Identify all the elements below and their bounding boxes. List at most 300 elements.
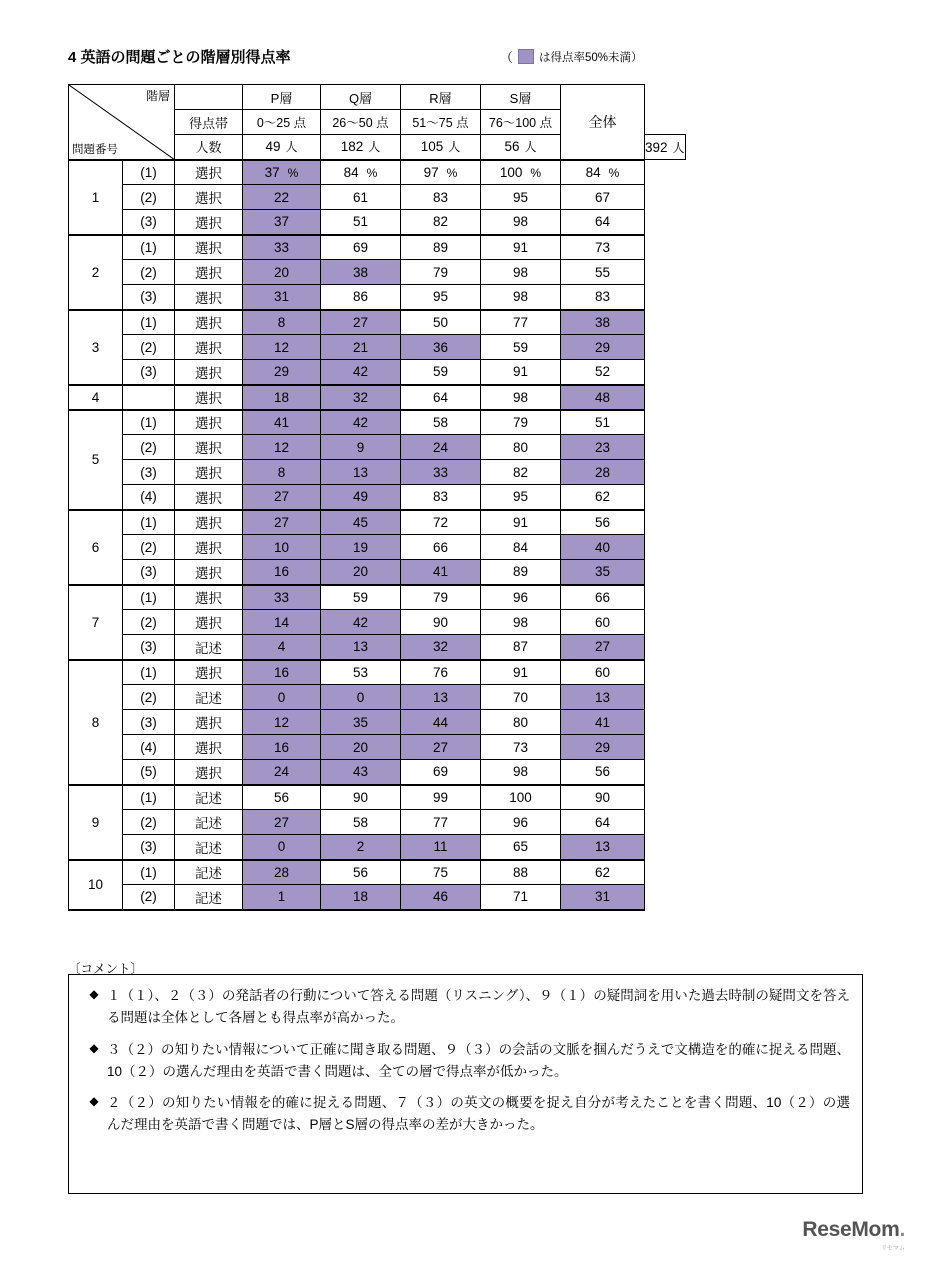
- score-value: 42: [352, 364, 369, 380]
- score-value: 37: [264, 164, 280, 180]
- table-row: [69, 160, 686, 185]
- percent-unit: %: [446, 165, 458, 180]
- score-cell-s: [481, 210, 561, 235]
- score-cell-s: [481, 785, 561, 810]
- table-row: [69, 810, 686, 835]
- score-value: 12: [273, 714, 290, 730]
- score-value: 16: [273, 664, 290, 680]
- score-value: 91: [512, 364, 529, 380]
- question-sub-number: (2): [123, 885, 175, 910]
- question-type: 選択: [175, 410, 243, 435]
- score-cell-s: [481, 885, 561, 910]
- question-sub-number: (2): [123, 685, 175, 710]
- table-row: [69, 860, 686, 885]
- score-cell-s: [481, 410, 561, 435]
- count-num-4: 56: [504, 139, 520, 155]
- question-sub-number: (4): [123, 485, 175, 510]
- question-type: 記述: [175, 860, 243, 885]
- score-value: 13: [594, 689, 611, 705]
- question-type: 選択: [175, 460, 243, 485]
- score-cell-r: [401, 560, 481, 585]
- score-value: 12: [273, 439, 290, 455]
- score-value: 91: [512, 664, 529, 680]
- table-row: [69, 510, 686, 535]
- score-cell-r: [401, 860, 481, 885]
- corner-top-label: 階層: [145, 89, 170, 103]
- question-sub-number: [123, 385, 175, 410]
- count-num-1: 49: [265, 139, 281, 155]
- question-number: 1: [69, 160, 123, 235]
- score-value: 64: [594, 814, 611, 830]
- score-cell-s: [481, 285, 561, 310]
- question-sub-number: (3): [123, 210, 175, 235]
- score-cell-p: [243, 385, 321, 410]
- score-cell-s: [481, 635, 561, 660]
- score-value: 62: [594, 864, 611, 880]
- score-cell-r: [401, 335, 481, 360]
- score-cell-all: [561, 185, 645, 210]
- table-row: [69, 660, 686, 685]
- score-cell-all: [561, 735, 645, 760]
- score-cell-all: [561, 410, 645, 435]
- score-value: 82: [512, 464, 529, 480]
- score-cell-r: [401, 410, 481, 435]
- score-value: 66: [432, 539, 449, 555]
- score-cell-r: [401, 460, 481, 485]
- score-value: 56: [594, 514, 611, 530]
- score-cell-q: [321, 585, 401, 610]
- question-type: 記述: [175, 835, 243, 860]
- score-cell-r: [401, 310, 481, 335]
- score-value: 58: [432, 414, 449, 430]
- score-cell-s: [481, 835, 561, 860]
- question-type: 選択: [175, 585, 243, 610]
- question-sub-number: (2): [123, 810, 175, 835]
- score-cell-p: [243, 285, 321, 310]
- count-value-2: [321, 135, 401, 160]
- score-cell-all: [561, 510, 645, 535]
- score-value: 98: [512, 614, 529, 630]
- score-value: 99: [432, 789, 449, 805]
- score-cell-r: [401, 585, 481, 610]
- question-sub-number: (2): [123, 260, 175, 285]
- score-cell-all: [561, 535, 645, 560]
- score-value: 69: [352, 239, 369, 255]
- score-value: 13: [432, 689, 449, 705]
- table-header-row-tier: [69, 85, 686, 110]
- score-value: 64: [432, 389, 449, 405]
- score-cell-r: [401, 810, 481, 835]
- score-cell-p: [243, 460, 321, 485]
- score-cell-p: [243, 610, 321, 635]
- legend-swatch-icon: [518, 49, 534, 64]
- score-cell-r: [401, 360, 481, 385]
- score-value: 8: [277, 464, 286, 480]
- score-cell-p: [243, 335, 321, 360]
- score-cell-all: [561, 635, 645, 660]
- score-cell-r: [401, 260, 481, 285]
- score-cell-q: [321, 260, 401, 285]
- score-cell-q: [321, 535, 401, 560]
- score-value: 27: [352, 314, 369, 330]
- band-range-1: 0〜25 点: [243, 110, 321, 135]
- score-value: 73: [594, 239, 611, 255]
- score-cell-p: [243, 835, 321, 860]
- score-cell-r: [401, 685, 481, 710]
- comment-text: ２（２）の知りたい情報を的確に捉える問題、７（３）の英文の概要を捉え自分が考えたことを書く問題、10（２）の選んだ理由を英語で書く問題では、P層とS層の得点率の差が大きかった。: [107, 1095, 850, 1133]
- question-type: 選択: [175, 210, 243, 235]
- score-cell-s: [481, 860, 561, 885]
- score-cell-p: [243, 310, 321, 335]
- legend: [500, 47, 643, 66]
- score-value: 41: [594, 714, 611, 730]
- question-sub-number: (1): [123, 860, 175, 885]
- score-cell-p: [243, 560, 321, 585]
- tier-name-2: Q層: [321, 85, 401, 110]
- count-value-3: [401, 135, 481, 160]
- count-value-4: [481, 135, 561, 160]
- total-count-unit: 人: [672, 140, 685, 155]
- score-cell-q: [321, 660, 401, 685]
- question-sub-number: (1): [123, 585, 175, 610]
- score-cell-q: [321, 635, 401, 660]
- score-value: 84: [343, 164, 359, 180]
- question-type: 選択: [175, 735, 243, 760]
- question-sub-number: (3): [123, 460, 175, 485]
- score-value: 27: [273, 489, 290, 505]
- score-cell-s: [481, 585, 561, 610]
- score-value: 80: [512, 439, 529, 455]
- total-count-cell: [645, 135, 686, 160]
- bullet-icon: ◆: [89, 1094, 99, 1109]
- score-cell-q: [321, 685, 401, 710]
- score-value: 83: [594, 289, 611, 305]
- score-cell-q: [321, 860, 401, 885]
- score-value: 10: [273, 539, 290, 555]
- question-sub-number: (4): [123, 735, 175, 760]
- score-cell-q: [321, 335, 401, 360]
- band-range-3: 51〜75 点: [401, 110, 481, 135]
- score-value: 21: [352, 339, 369, 355]
- question-type: 選択: [175, 385, 243, 410]
- score-value: 77: [512, 314, 529, 330]
- score-cell-q: [321, 435, 401, 460]
- table-row: [69, 210, 686, 235]
- score-cell-q: [321, 160, 401, 185]
- score-cell-s: [481, 485, 561, 510]
- score-value: 75: [432, 864, 449, 880]
- tier-name-1: P層: [243, 85, 321, 110]
- question-sub-number: (2): [123, 610, 175, 635]
- score-rate-table: [68, 84, 686, 911]
- score-value: 64: [594, 214, 611, 230]
- score-value: 98: [512, 264, 529, 280]
- score-cell-p: [243, 510, 321, 535]
- question-sub-number: (1): [123, 310, 175, 335]
- score-value: 96: [512, 814, 529, 830]
- score-value: 80: [512, 714, 529, 730]
- question-type: 記述: [175, 685, 243, 710]
- score-cell-r: [401, 185, 481, 210]
- score-value: 29: [273, 364, 290, 380]
- score-value: 2: [356, 839, 365, 855]
- table-row: [69, 435, 686, 460]
- score-value: 55: [594, 264, 611, 280]
- score-cell-all: [561, 485, 645, 510]
- score-cell-q: [321, 835, 401, 860]
- score-value: 66: [594, 589, 611, 605]
- score-value: 9: [356, 439, 365, 455]
- table-row: [69, 885, 686, 910]
- score-cell-r: [401, 610, 481, 635]
- score-cell-all: [561, 860, 645, 885]
- score-value: 13: [352, 464, 369, 480]
- table-row: [69, 235, 686, 260]
- comment-text: ３（２）の知りたい情報について正確に聞き取る問題、９（３）の会話の文脈を掴んだうえで文構造を的確に捉える問題、10（２）の選んだ理由を英語で書く問題は、全ての層で得点率が低かった。: [107, 1041, 850, 1079]
- score-value: 46: [432, 889, 449, 905]
- score-value: 28: [273, 864, 290, 880]
- score-value: 88: [512, 864, 529, 880]
- comment-section-label: 〔コメント〕: [68, 962, 144, 976]
- score-cell-all: [561, 335, 645, 360]
- score-cell-s: [481, 160, 561, 185]
- score-cell-s: [481, 385, 561, 410]
- band-range-4: 76〜100 点: [481, 110, 561, 135]
- question-type: 選択: [175, 710, 243, 735]
- score-value: 59: [352, 589, 369, 605]
- score-value: 38: [594, 314, 611, 330]
- count-unit-4: 人: [524, 140, 537, 155]
- score-cell-r: [401, 785, 481, 810]
- score-cell-all: [561, 160, 645, 185]
- total-header: 全体: [561, 85, 645, 160]
- score-cell-q: [321, 710, 401, 735]
- question-sub-number: (5): [123, 760, 175, 785]
- score-cell-all: [561, 585, 645, 610]
- question-sub-number: (3): [123, 710, 175, 735]
- score-value: 100: [509, 789, 532, 805]
- table-row: [69, 635, 686, 660]
- score-cell-s: [481, 260, 561, 285]
- score-value: 0: [277, 689, 286, 705]
- score-value: 29: [594, 739, 611, 755]
- score-value: 19: [352, 539, 369, 555]
- score-cell-q: [321, 885, 401, 910]
- comment-box: [68, 974, 863, 1194]
- score-cell-s: [481, 610, 561, 635]
- score-cell-all: [561, 460, 645, 485]
- count-unit-2: 人: [368, 140, 381, 155]
- question-sub-number: (2): [123, 435, 175, 460]
- score-cell-all: [561, 835, 645, 860]
- score-value: 18: [273, 389, 290, 405]
- score-value: 56: [594, 764, 611, 780]
- comment-text: １（１）、２（３）の発話者の行動について答える問題（リスニング）、９（１）の疑問詞を用いた過去時制の疑問文を答える問題は全体として各層とも得点率が高かった。: [107, 988, 850, 1025]
- score-value: 72: [432, 514, 449, 530]
- score-cell-s: [481, 460, 561, 485]
- score-value: 53: [352, 664, 369, 680]
- table-row: [69, 360, 686, 385]
- question-type: 選択: [175, 285, 243, 310]
- question-number: 3: [69, 310, 123, 385]
- score-value: 37: [273, 214, 290, 230]
- score-cell-all: [561, 610, 645, 635]
- score-cell-r: [401, 385, 481, 410]
- band-row-label: 得点帯: [175, 110, 243, 135]
- score-cell-p: [243, 435, 321, 460]
- score-value: 86: [352, 289, 369, 305]
- score-cell-s: [481, 310, 561, 335]
- table-row: [69, 185, 686, 210]
- score-cell-p: [243, 860, 321, 885]
- score-value: 95: [432, 289, 449, 305]
- question-type: 選択: [175, 660, 243, 685]
- score-value: 98: [512, 289, 529, 305]
- table-corner-cell: [69, 85, 175, 160]
- score-value: 33: [432, 464, 449, 480]
- question-type: 記述: [175, 885, 243, 910]
- score-cell-r: [401, 510, 481, 535]
- score-cell-r: [401, 285, 481, 310]
- question-type: 選択: [175, 435, 243, 460]
- question-type: 選択: [175, 260, 243, 285]
- score-value: 44: [432, 714, 449, 730]
- score-cell-q: [321, 385, 401, 410]
- score-cell-s: [481, 710, 561, 735]
- legend-label: は得点率50%未満）: [539, 51, 643, 64]
- score-cell-p: [243, 185, 321, 210]
- score-value: 36: [432, 339, 449, 355]
- score-cell-p: [243, 735, 321, 760]
- score-cell-s: [481, 760, 561, 785]
- question-type: 選択: [175, 185, 243, 210]
- score-value: 62: [594, 489, 611, 505]
- score-value: 41: [273, 414, 290, 430]
- question-sub-number: (3): [123, 285, 175, 310]
- question-sub-number: (1): [123, 235, 175, 260]
- score-value: 27: [273, 514, 290, 530]
- score-cell-all: [561, 210, 645, 235]
- score-cell-all: [561, 385, 645, 410]
- score-cell-s: [481, 810, 561, 835]
- question-sub-number: (3): [123, 635, 175, 660]
- score-cell-p: [243, 485, 321, 510]
- score-value: 61: [352, 189, 369, 205]
- score-value: 89: [512, 564, 529, 580]
- percent-unit: %: [366, 165, 378, 180]
- score-value: 49: [352, 489, 369, 505]
- question-type: 記述: [175, 785, 243, 810]
- score-value: 42: [352, 414, 369, 430]
- score-value: 91: [512, 239, 529, 255]
- question-sub-number: (1): [123, 410, 175, 435]
- score-value: 1: [277, 889, 286, 905]
- score-value: 50: [432, 314, 449, 330]
- score-value: 84: [585, 164, 601, 180]
- page-title: 4 英語の問題ごとの階層別得点率: [68, 49, 291, 66]
- score-cell-r: [401, 485, 481, 510]
- score-value: 35: [352, 714, 369, 730]
- score-value: 42: [352, 614, 369, 630]
- score-value: 83: [432, 189, 449, 205]
- question-number: 2: [69, 235, 123, 310]
- percent-unit: %: [530, 165, 542, 180]
- score-value: 79: [512, 414, 529, 430]
- score-value: 27: [594, 639, 611, 655]
- score-value: 33: [273, 239, 290, 255]
- score-value: 22: [273, 189, 290, 205]
- score-cell-all: [561, 435, 645, 460]
- score-cell-s: [481, 435, 561, 460]
- score-cell-all: [561, 810, 645, 835]
- score-cell-q: [321, 460, 401, 485]
- question-type: 選択: [175, 160, 243, 185]
- table-row: [69, 835, 686, 860]
- question-sub-number: (1): [123, 785, 175, 810]
- question-number: 10: [69, 860, 123, 910]
- score-cell-p: [243, 160, 321, 185]
- score-value: 96: [512, 589, 529, 605]
- score-value: 90: [432, 614, 449, 630]
- question-type: 選択: [175, 485, 243, 510]
- section-title-row: [68, 46, 868, 67]
- score-value: 24: [273, 764, 290, 780]
- question-type: 記述: [175, 810, 243, 835]
- score-value: 51: [594, 414, 611, 430]
- score-cell-r: [401, 210, 481, 235]
- comment-item: [81, 985, 850, 1029]
- question-sub-number: (1): [123, 660, 175, 685]
- score-value: 16: [273, 739, 290, 755]
- score-value: 60: [594, 614, 611, 630]
- score-value: 20: [352, 564, 369, 580]
- score-value: 13: [352, 639, 369, 655]
- tier-name-4: S層: [481, 85, 561, 110]
- question-sub-number: (3): [123, 360, 175, 385]
- score-cell-p: [243, 360, 321, 385]
- score-cell-q: [321, 285, 401, 310]
- score-cell-s: [481, 560, 561, 585]
- score-value: 76: [432, 664, 449, 680]
- question-type: 選択: [175, 535, 243, 560]
- score-cell-p: [243, 785, 321, 810]
- score-value: 69: [432, 764, 449, 780]
- question-type: 選択: [175, 360, 243, 385]
- question-number: 8: [69, 660, 123, 785]
- score-value: 29: [594, 339, 611, 355]
- score-value: 0: [277, 839, 286, 855]
- score-cell-r: [401, 735, 481, 760]
- score-value: 11: [433, 839, 448, 855]
- question-type: 選択: [175, 310, 243, 335]
- table-row: [69, 685, 686, 710]
- table-row: [69, 585, 686, 610]
- score-value: 90: [594, 789, 611, 805]
- comment-item: [81, 1092, 850, 1136]
- score-cell-all: [561, 685, 645, 710]
- score-value: 23: [594, 439, 611, 455]
- score-value: 27: [273, 814, 290, 830]
- score-value: 0: [356, 689, 365, 705]
- score-value: 40: [594, 539, 611, 555]
- table-row: [69, 260, 686, 285]
- score-value: 98: [512, 214, 529, 230]
- score-value: 98: [512, 389, 529, 405]
- score-cell-q: [321, 210, 401, 235]
- score-value: 71: [512, 889, 529, 905]
- score-value: 13: [594, 839, 611, 855]
- score-value: 77: [432, 814, 449, 830]
